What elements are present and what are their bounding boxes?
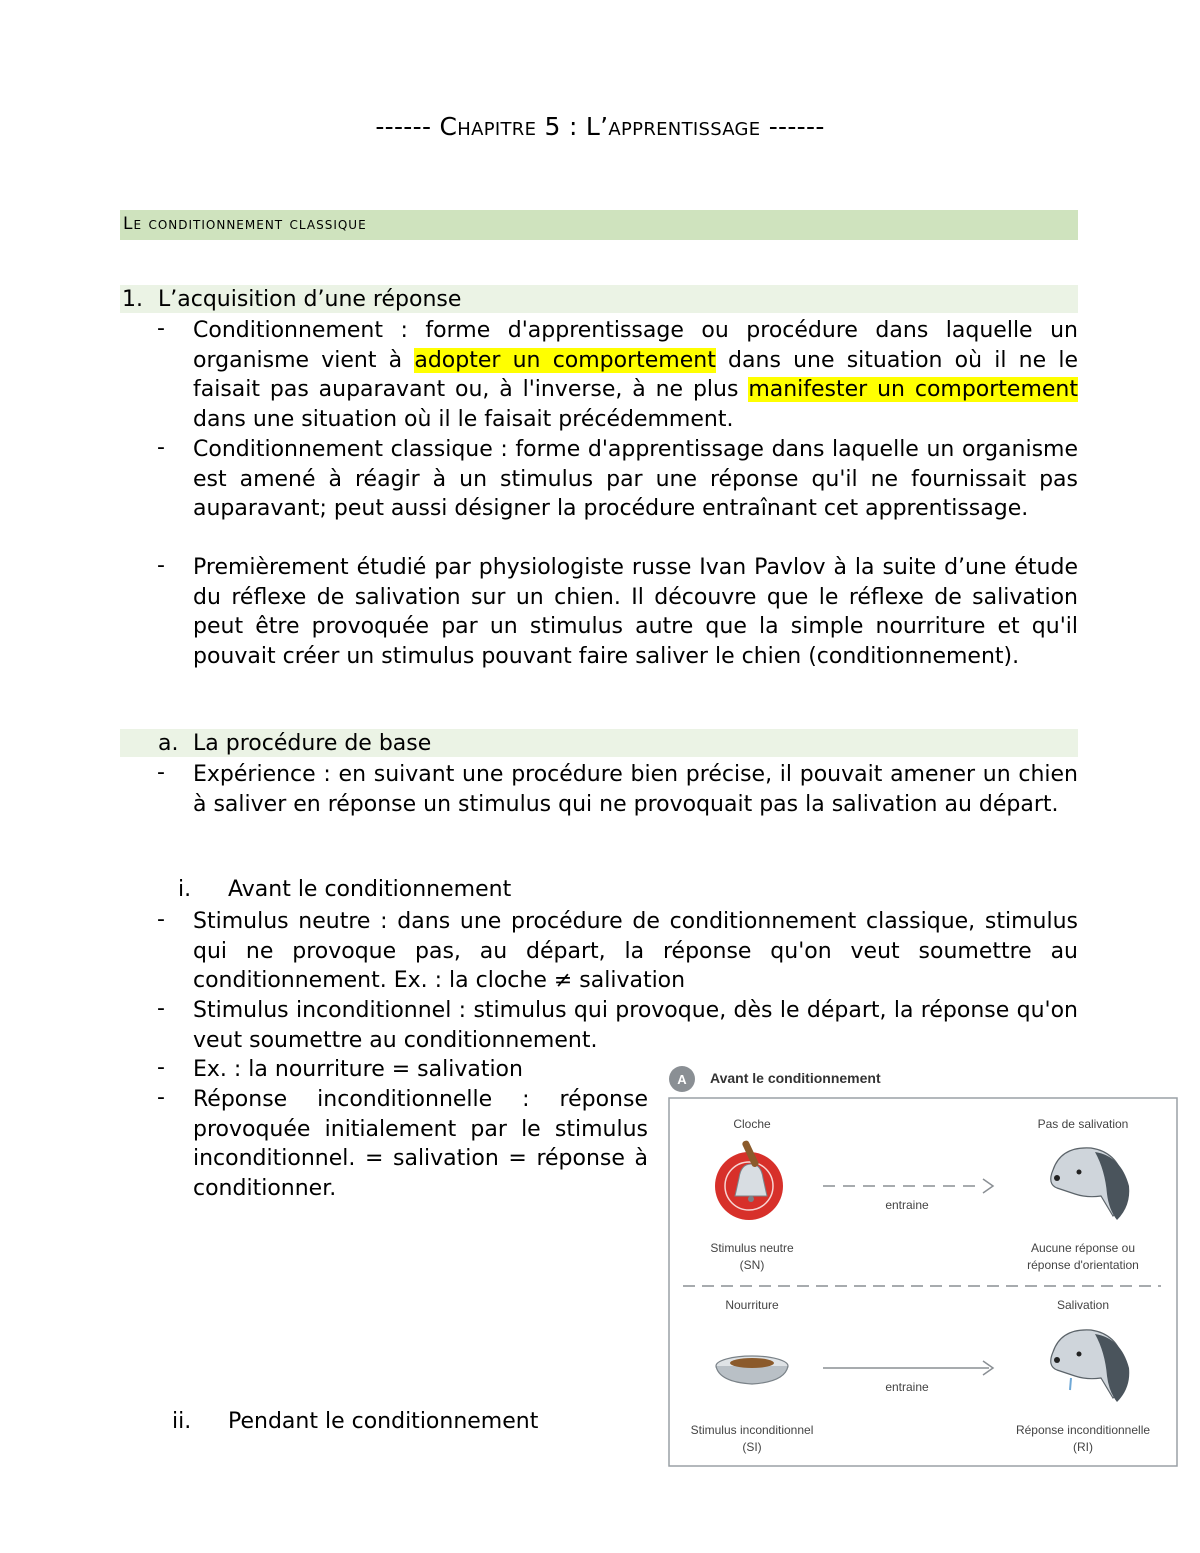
heading-a-number: a.: [158, 731, 179, 756]
heading-i-number: i.: [178, 877, 192, 902]
pavlov-paragraph: Premièrement étudié par physiologiste russe Ivan Pavlov à la suite d’une étude du réflexe de salivation sur un chien. Il découvre que le réflexe de salivation peut être provoquée par un stimulus autre que la simple nourriture et qu'il pouvait créer un stimulus pouvant faire saliver le chien (conditionnement).: [193, 555, 1078, 670]
label-pas-de-salivation: Pas de salivation: [1037, 1117, 1129, 1131]
heading-i-text: Avant le conditionnement: [228, 877, 512, 902]
bullet-marker: -: [157, 996, 165, 1021]
figure-title: Avant le conditionnement: [710, 1070, 881, 1086]
caption-reponse-inconditionnelle: Réponse inconditionnelle: [1015, 1423, 1151, 1437]
label-cloche: Cloche: [733, 1117, 771, 1131]
example-nourriture: Ex. : la nourriture = salivation: [193, 1057, 523, 1082]
heading-1-text: L’acquisition d’une réponse: [158, 287, 462, 312]
heading-a-text: La procédure de base: [193, 731, 432, 756]
caption-stimulus-neutre: Stimulus neutre: [710, 1241, 794, 1255]
caption-si: (SI): [742, 1440, 762, 1454]
definition-conditionnement-part3: dans une situation où il le faisait précédemment.: [193, 407, 734, 433]
heading-1-number: 1.: [122, 287, 143, 312]
definition-conditionnement: [193, 316, 1078, 435]
definition-conditionnement-classique: Conditionnement classique : forme d'apprentissage dans laquelle un organisme est amené à réagir à un stimulus par une réponse qu'il ne fournissait pas auparavant; peut aussi désigner la procédure entraînant cet apprentissage.: [193, 437, 1078, 522]
bullet-marker: -: [157, 907, 165, 932]
figure-badge-letter: A: [677, 1072, 687, 1087]
bullet-marker: -: [157, 1085, 165, 1110]
bullet-marker: -: [157, 316, 165, 341]
conditioning-figure: [661, 1060, 1181, 1480]
section-heading: Le conditionnement classique: [123, 214, 367, 234]
label-nourriture: Nourriture: [725, 1298, 779, 1312]
section-heading-bar: [120, 210, 1078, 240]
bullet-marker: -: [157, 760, 165, 785]
bullet-marker: -: [157, 553, 165, 578]
caption-aucune-reponse: Aucune réponse ou: [1030, 1241, 1136, 1255]
caption-ri: (RI): [1073, 1440, 1093, 1454]
reponse-inconditionnelle-paragraph: Réponse inconditionnelle : réponse provoquée initialement par le stimulus inconditionnel. = salivation = réponse à conditionner.: [193, 1087, 648, 1202]
bullet-marker: -: [157, 1055, 165, 1080]
label-salivation: Salivation: [1056, 1298, 1110, 1312]
heading-ii-text: Pendant le conditionnement: [228, 1409, 539, 1434]
experience-paragraph: Expérience : en suivant une procédure bien précise, il pouvait amener un chien à saliver en réponse un stimulus qui ne provoquait pas la salivation au départ.: [193, 762, 1078, 817]
highlight-adopter: adopter un comportement: [414, 347, 716, 373]
arrow-label-bottom: entraine: [885, 1380, 929, 1394]
caption-stimulus-inconditionnel: Stimulus inconditionnel: [690, 1423, 814, 1437]
caption-sn: (SN): [739, 1258, 765, 1272]
arrow-label-top: entraine: [885, 1198, 929, 1212]
definition-conditionnement-part2: dans une situation où il ne le faisait pas auparavant ou, à l'inverse, à ne plus: [193, 347, 1078, 403]
stimulus-inconditionnel-paragraph: Stimulus inconditionnel : stimulus qui provoque, dès le départ, la réponse qu'on veut soumettre au conditionnement.: [193, 998, 1078, 1053]
stimulus-neutre-paragraph: Stimulus neutre : dans une procédure de conditionnement classique, stimulus qui ne provoque pas, au départ, la réponse qu'on veut soumettre au conditionnement. Ex. : la cloche ≠ salivation: [193, 909, 1078, 994]
heading-ii-number: ii.: [172, 1409, 192, 1434]
highlight-manifester: manifester un comportement: [748, 377, 1078, 403]
chapter-title: ------ Chapitre 5 : L’apprentissage ------: [375, 112, 825, 141]
definition-conditionnement-part1: Conditionnement : forme d'apprentissage ou procédure dans laquelle un organisme vient à: [193, 318, 1078, 373]
caption-reponse-orientation: réponse d'orientation: [1027, 1258, 1139, 1272]
bullet-marker: -: [157, 435, 165, 460]
